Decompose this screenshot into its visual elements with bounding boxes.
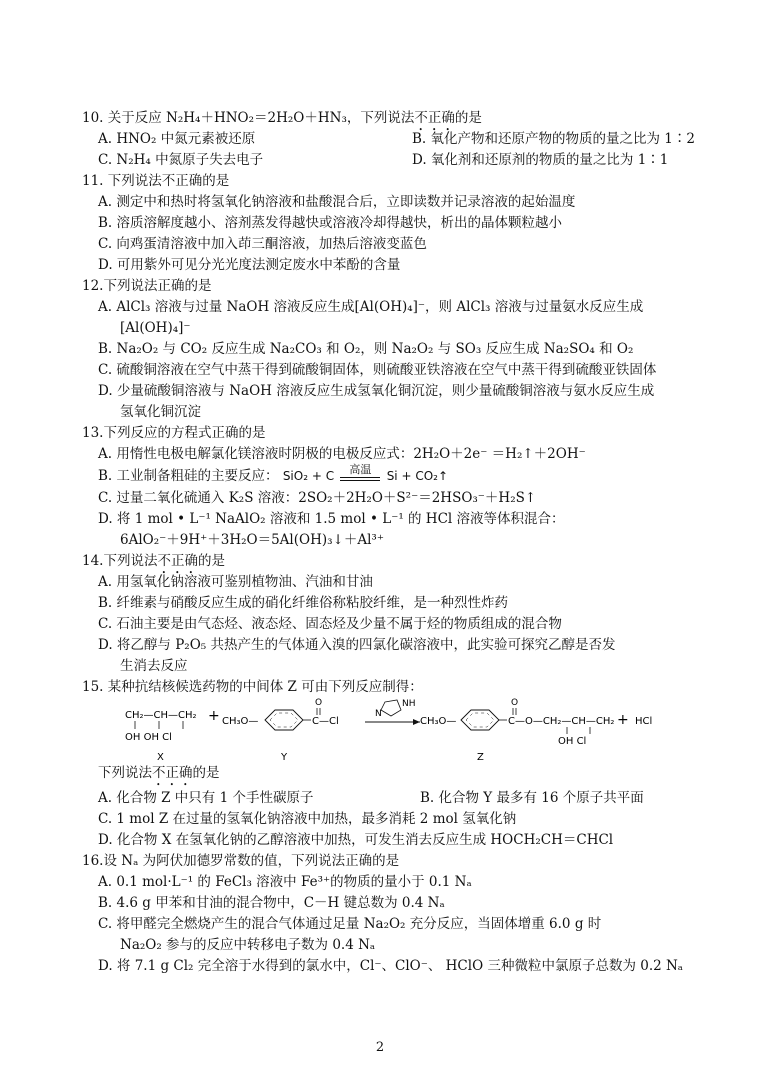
- q13-option-d-cont: 6AlO₂⁻＋9H⁺＋3H₂O＝5Al(OH)₃↓＋Al³⁺: [120, 532, 384, 548]
- compound-y-label: Y: [281, 752, 288, 763]
- compound-x-chain: CH₂—CH—CH₂: [125, 710, 197, 721]
- q16-option-c-cont: Na₂O₂ 参与的反应中转移电子数为 0.4 Nₐ: [120, 937, 376, 953]
- compound-z-label: Z: [477, 752, 484, 763]
- q10-stem-emphasis: 不正确: [414, 110, 455, 126]
- q15-option-a: A. 化合物 Z 中只有 1 个手性碳原子: [98, 790, 314, 806]
- q14-option-a: A. 用氢氧化钠溶液可鉴别植物油、汽油和甘油: [98, 574, 373, 590]
- q11-option-d: D. 可用紫外可见分光光度法测定废水中苯酚的含量: [98, 257, 401, 273]
- q11-option-c: C. 向鸡蛋清溶液中加入茚三酮溶液，加热后溶液变蓝色: [98, 236, 427, 252]
- q14-option-b: B. 纤维素与硝酸反应生成的硝化纤维俗称粘胶纤维，是一种烈性炸药: [98, 595, 509, 611]
- compound-x-label: X: [157, 752, 164, 763]
- q12-stem: 12.下列说法正确的是: [82, 278, 212, 294]
- q12-option-c: C. 硫酸铜溶液在空气中蒸干得到硫酸铜固体，则硫酸亚铁溶液在空气中蒸干得到硫酸亚铁固体: [98, 362, 657, 378]
- q10-stem-end: 的是: [454, 110, 482, 126]
- compound-z-carbonyl-o: O: [511, 698, 519, 708]
- reaction-scheme: [115, 698, 675, 768]
- q16-option-c: C. 将甲醛完全燃烧产生的混合气体通过足量 Na₂O₂ 充分反应，当固体增重 6.0 g 时: [98, 916, 602, 932]
- q14-option-d: D. 将乙醇与 P₂O₅ 共热产生的气体通入溴的四氯化碳溶液中，此实验可探究乙醇是否发: [98, 637, 616, 653]
- q15-option-b: B. 化合物 Y 最多有 16 个原子共平面: [420, 790, 644, 806]
- q13-option-a: A. 用惰性电极电解氯化镁溶液时阴极的电极反应式：2H₂O＋2e⁻ ＝H₂↑＋2OH⁻: [98, 446, 586, 462]
- compound-x-substituents: OH OH Cl: [125, 732, 172, 743]
- q11-stem: 11. 下列说法不正确的是: [82, 173, 230, 189]
- q15-question-end: 的是: [192, 765, 220, 781]
- q14-option-c: C. 石油主要是由气态烃、液态烃、固态烃及少量不属于烃的物质组成的混合物: [98, 616, 562, 632]
- q12-option-d-cont: 氢氧化铜沉淀: [120, 404, 201, 420]
- q13-option-b-reactants: SiO₂ + C: [282, 469, 335, 483]
- imidazole-nh: NH: [402, 699, 416, 709]
- q13-option-d: D. 将 1 mol • L⁻¹ NaAlO₂ 溶液和 1.5 mol • L⁻¹ 的 HCl 溶液等体积混合：: [98, 511, 565, 527]
- q13-stem: 13.下列反应的方程式正确的是: [82, 425, 266, 441]
- q14-stem-emphasis: 不正确: [157, 553, 198, 569]
- compound-y-ring-inner: [270, 713, 298, 727]
- q15-option-c: C. 1 mol Z 在过量的氢氧化钠溶液中加热，最多消耗 2 mol 氢氧化钠: [98, 811, 517, 827]
- q11-option-b: B. 溶质溶解度越小、溶剂蒸发得越快或溶液冷却得越快，析出的晶体颗粒越小: [98, 215, 563, 231]
- q13-option-b-text: B. 工业制备粗硅的主要反应：: [98, 468, 279, 484]
- q10-option-c: C. N₂H₄ 中氮原子失去电子: [98, 152, 264, 168]
- q14-option-d-cont: 生消去反应: [120, 658, 188, 674]
- q13-option-c: C. 过量二氧化硫通入 K₂S 溶液：2SO₂＋2H₂O＋S²⁻＝2HSO₃⁻＋H₂S↑: [98, 490, 537, 506]
- reaction-arrow-head: [413, 719, 420, 725]
- q12-option-a: A. AlCl₃ 溶液与过量 NaOH 溶液反应生成[Al(OH)₄]⁻，则 AlCl₃ 溶液与过量氨水反应生成: [98, 299, 644, 315]
- q16-option-b: B. 4.6 g 甲苯和甘油的混合物中，C－H 键总数为 0.4 Nₐ: [98, 895, 445, 911]
- q16-option-d: D. 将 7.1 g Cl₂ 完全溶于水得到的氯水中，Cl⁻、ClO⁻、 HClO 三种微粒中氯原子总数为 0.2 Nₐ: [98, 958, 684, 974]
- q10-option-b: B. 氧化产物和还原产物的物质的量之比为 1∶2: [412, 131, 695, 147]
- q10-option-d: D. 氧化剂和还原剂的物质的量之比为 1∶1: [412, 152, 669, 168]
- q13-option-b-line2: [340, 480, 380, 481]
- plus-sign-2: +: [617, 712, 629, 728]
- q15-option-d: D. 化合物 X 在氢氧化钠的乙醇溶液中加热，可发生消去反应生成 HOCH₂CH＝CHCl: [98, 832, 614, 848]
- imidazole-n: N: [375, 709, 382, 719]
- q12-option-d: D. 少量硫酸铜溶液与 NaOH 溶液反应生成氢氧化铜沉淀，则少量硫酸铜溶液与氨水反应生成: [98, 383, 655, 399]
- q15-question: [98, 763, 220, 789]
- q16-option-a: A. 0.1 mol·L⁻¹ 的 FeCl₃ 溶液中 Fe³⁺的物质的量小于 0.1 Nₐ: [98, 874, 472, 890]
- q13-option-b-products: Si + CO₂↑: [386, 469, 449, 483]
- compound-z-substituents: OH Cl: [558, 736, 587, 747]
- q10-stem-text: 10. 关于反应 N₂H₄＋HNO₂＝2H₂O＋HN₃，下列说法: [82, 110, 415, 126]
- compound-z-ester-chain: C—O—CH₂—CH—CH₂: [508, 716, 615, 727]
- q13-option-b-arrow: [338, 463, 382, 486]
- q15-question-text: 下列说法: [98, 765, 152, 781]
- page-number: 2: [375, 1040, 385, 1055]
- hcl-product: HCl: [635, 716, 653, 727]
- q14-stem-text: 14.下列说法: [82, 553, 158, 569]
- reaction-scheme-svg: [115, 698, 675, 768]
- q15-question-emphasis: 不正确: [152, 765, 193, 781]
- compound-z-ring-inner: [466, 713, 494, 727]
- q13-option-b-line1: [340, 477, 380, 478]
- q11-option-a: A. 测定中和热时将氢氧化钠溶液和盐酸混合后，立即读数并记录溶液的起始温度: [98, 194, 576, 210]
- q13-option-b: [98, 463, 449, 486]
- q14-stem-end: 的是: [197, 553, 225, 569]
- q16-stem: 16.设 Nₐ 为阿伏加德罗常数的值，下列说法正确的是: [82, 853, 400, 869]
- compound-y-acyl-chloride: C—Cl: [312, 716, 339, 727]
- compound-z-methoxy: CH₃O—: [420, 716, 457, 727]
- q12-option-a-cont: [Al(OH)₄]⁻: [120, 320, 191, 336]
- imidazole-ring: [381, 700, 401, 716]
- compound-y-methoxy: CH₃O—: [222, 716, 259, 727]
- q12-option-b: B. Na₂O₂ 与 CO₂ 反应生成 Na₂CO₃ 和 O₂，则 Na₂O₂ 与 SO₃ 反应生成 Na₂SO₄ 和 O₂: [98, 341, 634, 357]
- q10-option-a: A. HNO₂ 中氮元素被还原: [98, 131, 256, 147]
- plus-sign-1: +: [208, 708, 220, 724]
- q15-stem: 15. 某种抗结核候选药物的中间体 Z 可由下列反应制得：: [82, 679, 423, 695]
- q13-option-b-condition: 高温: [349, 463, 372, 476]
- compound-y-carbonyl-o: O: [315, 698, 323, 708]
